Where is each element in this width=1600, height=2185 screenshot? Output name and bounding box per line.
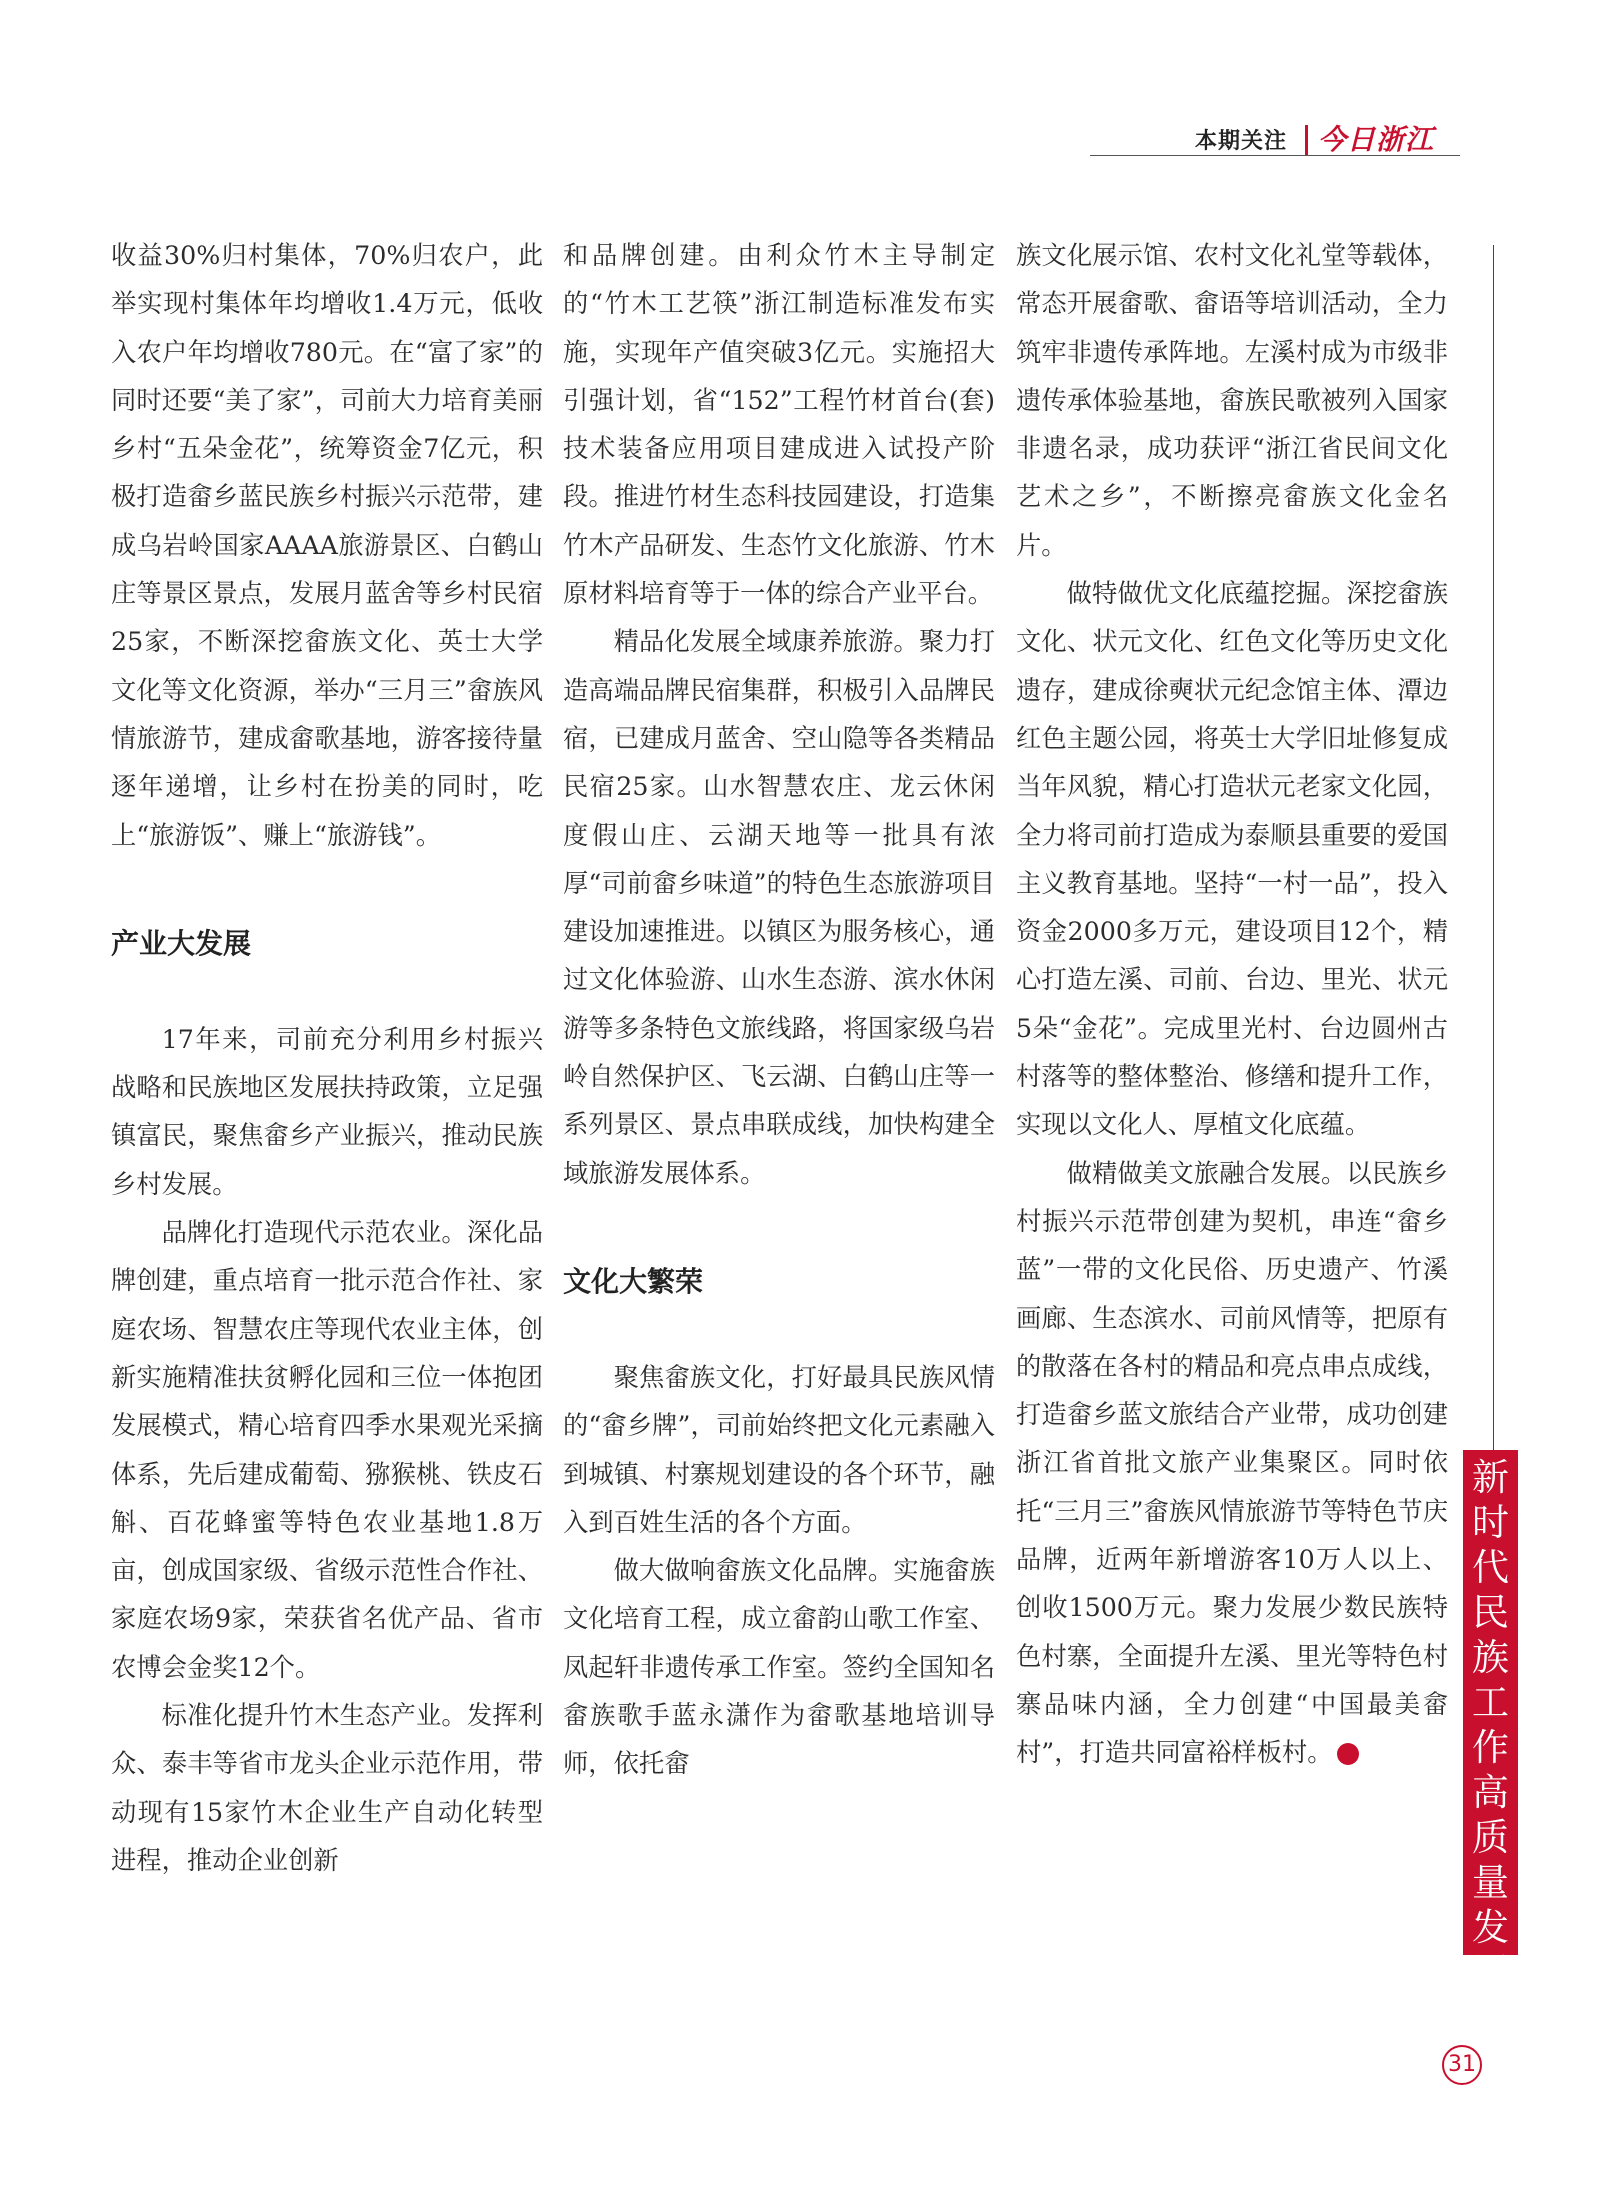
section-heading: 产业大发展 <box>111 926 252 960</box>
page-number: 31 <box>1442 2045 1482 2085</box>
text-column-3 <box>1016 232 1448 1778</box>
paragraph: 做精做美文旅融合发展。以民族乡村振兴示范带创建为契机，串连“畲乡蓝”一带的文化民俗、历史遗产、竹溪画廊、生态滨水、司前风情等，把原有的散落在各村的精品和亮点串点成线，打造畲乡蓝文旅结合产业带，成功创建浙江省首批文旅产业集聚区。同时依托“三月三”畲族风情旅游节等特色节庆品牌，近两年新增游客10万人以上、创收1500万元。聚力发展少数民族特色村寨，全面提升左溪、里光等特色村寨品味内涵，全力创建“中国最美畲村”，打造共同富裕样板村。 今 <box>1016 1158 1448 1768</box>
text-column-2 <box>563 232 995 1789</box>
paragraph: 收益30%归村集体，70%归农户，此举实现村集体年均增收1.4万元，低收入农户年均增收780元。在“富了家”的同时还要“美了家”，司前大力培育美丽乡村“五朵金花”，统筹资金7亿元，积极打造畲乡蓝民族乡村振兴示范带，建成乌岩岭国家AAAA旅游景区、白鹤山庄等景区景点，发展月蓝舍等乡村民宿25家，不断深挖畲族文化、英士大学文化等文化资源，举办“三月三”畲族风情旅游节，建成畲歌基地，游客接待量逐年递增，让乡村在扮美的同时，吃上“旅游饭”、赚上“旅游钱”。 <box>111 241 543 850</box>
paragraph: 聚焦畲族文化，打好最具民族风情的“畲乡牌”，司前始终把文化元素融入到城镇、村寨规划建设的各个环节，融入到百姓生活的各个方面。 <box>563 1362 995 1537</box>
paragraph: 做大做响畲族文化品牌。实施畲族文化培育工程，成立畲韵山歌工作室、凤起轩非遗传承工作室。签约全国知名畲族歌手蓝永潇作为畲歌基地培训导师，依托畲 <box>563 1556 995 1779</box>
magazine-logo: 今日浙江 <box>1318 123 1435 156</box>
section-label: 本期关注 <box>1195 129 1288 154</box>
section-heading: 文化大繁荣 <box>563 1264 704 1298</box>
paragraph: 17年来，司前充分利用乡村振兴战略和民族地区发展扶持政策，立足强镇富民，聚焦畲乡产业振兴，推动民族乡村发展。 <box>111 1024 543 1199</box>
paragraph: 和品牌创建。由利众竹木主导制定的“竹木工艺筷”浙江制造标准发布实施，实现年产值突破3亿元。实施招大引强计划，省“152”工程竹材首台(套)技术装备应用项目建成进入试投产阶段。推进竹材生态科技园建设，打造集竹木产品研发、生态竹文化旅游、竹木原材料培育等于一体的综合产业平台。 <box>563 241 995 609</box>
paragraph: 标准化提升竹木生态产业。发挥利众、泰丰等省市龙头企业示范作用，带动现有15家竹木企业生产自动化转型进程，推动企业创新 <box>111 1701 543 1875</box>
column-banner: 新时代民族工作高质量发展 <box>1463 1450 1518 1955</box>
end-mark-icon: 今 <box>1337 1743 1359 1765</box>
paragraph: 精品化发展全域康养旅游。聚力打造高端品牌民宿集群，积极引入品牌民宿，已建成月蓝舍、空山隐等各类精品民宿25家。山水智慧农庄、龙云休闲度假山庄、云湖天地等一批具有浓厚“司前畲乡味道”的特色生态旅游项目建设加速推进。以镇区为服务核心，通过文化体验游、山水生态游、滨水休闲游等多条特色文旅线路，将国家级乌岩岭自然保护区、飞云湖、白鹤山庄等一系列景区、景点串联成线，加快构建全域旅游发展体系。 <box>563 627 995 1188</box>
header-divider <box>1305 125 1308 155</box>
side-rule <box>1493 245 1494 1450</box>
text-column-1 <box>111 232 543 1885</box>
paragraph: 做特做优文化底蕴挖掘。深挖畲族文化、状元文化、红色文化等历史文化遗存，建成徐奭状元纪念馆主体、潭边红色主题公园，将英士大学旧址修复成当年风貌，精心打造状元老家文化园，全力将司前打造成为泰顺县重要的爱国主义教育基地。坚持“一村一品”，投入资金2000多万元，建设项目12个，精心打造左溪、司前、台边、里光、状元5朵“金花”。完成里光村、台边圆州古村落等的整体整治、修缮和提升工作，实现以文化人、厚植文化底蕴。 <box>1016 579 1448 1140</box>
paragraph: 族文化展示馆、农村文化礼堂等载体，常态开展畲歌、畲语等培训活动，全力筑牢非遗传承阵地。左溪村成为市级非遗传承体验基地，畲族民歌被列入国家非遗名录，成功获评“浙江省民间文化艺术之乡”，不断擦亮畲族文化金名片。 <box>1016 241 1448 560</box>
paragraph: 品牌化打造现代示范农业。深化品牌创建，重点培育一批示范合作社、家庭农场、智慧农庄等现代农业主体，创新实施精准扶贫孵化园和三位一体抱团发展模式，精心培育四季水果观光采摘体系，先后建成葡萄、猕猴桃、铁皮石斛、百花蜂蜜等特色农业基地1.8万亩，创成国家级、省级示范性合作社、家庭农场9家，荣获省名优产品、省市农博会金奖12个。 <box>111 1218 543 1682</box>
